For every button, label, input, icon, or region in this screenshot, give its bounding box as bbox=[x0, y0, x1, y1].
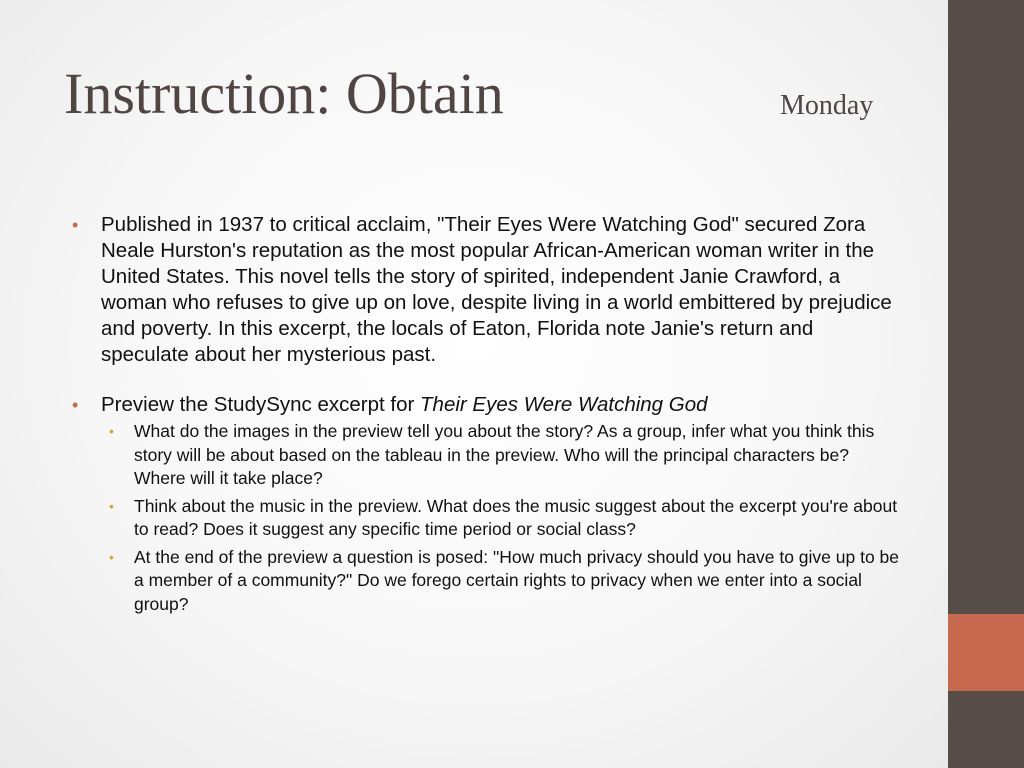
bullet-item bbox=[72, 212, 902, 368]
sub-bullet-text: What do the images in the preview tell you about the story? As a group, infer what you think this story will be about based on the tableau in the preview. Who will the principal characters be? Where will it take place? bbox=[134, 421, 875, 488]
bullet-text: Published in 1937 to critical acclaim, "Their Eyes Were Watching God" secured Zora Neale Hurston's reputation as the most popular African-American woman writer in the United States. This novel tells the story of spirited, independent Janie Crawford, a woman who refuses to give up on love, despite living in a world embittered by prejudice and poverty. In this excerpt, the locals of Eaton, Florida note Janie's return and speculate about her mysterious past. bbox=[101, 213, 892, 366]
slide-content bbox=[72, 212, 902, 620]
bullet-dot-icon: • bbox=[72, 395, 79, 415]
sub-bullet-item bbox=[72, 546, 902, 617]
sub-bullet-list bbox=[72, 420, 902, 616]
side-accent-block bbox=[948, 614, 1024, 691]
bullet-text-italic-title: Their Eyes Were Watching God bbox=[420, 393, 708, 416]
sub-bullet-item bbox=[72, 495, 902, 542]
slide-subtitle: Monday bbox=[780, 90, 874, 121]
sub-bullet-dot-icon: • bbox=[109, 497, 114, 514]
bullet-item bbox=[72, 392, 902, 418]
sub-bullet-dot-icon: • bbox=[109, 423, 114, 439]
bullet-dot-icon: • bbox=[72, 215, 79, 235]
slide-title: Instruction: Obtain bbox=[64, 61, 504, 126]
bullet-text-prefix: Preview the StudySync excerpt for bbox=[101, 393, 421, 416]
sub-bullet-text: At the end of the preview a question is posed: "How much privacy should you have to give up to be a member of a community?" Do we forego certain rights to privacy when we enter into a social group? bbox=[134, 546, 900, 614]
sub-bullet-item bbox=[72, 420, 902, 491]
sub-bullet-dot-icon: • bbox=[109, 548, 114, 565]
sub-bullet-text: Think about the music in the preview. What does the music suggest about the excerpt you're about to read? Does it suggest any specific time period or social class? bbox=[134, 495, 898, 539]
